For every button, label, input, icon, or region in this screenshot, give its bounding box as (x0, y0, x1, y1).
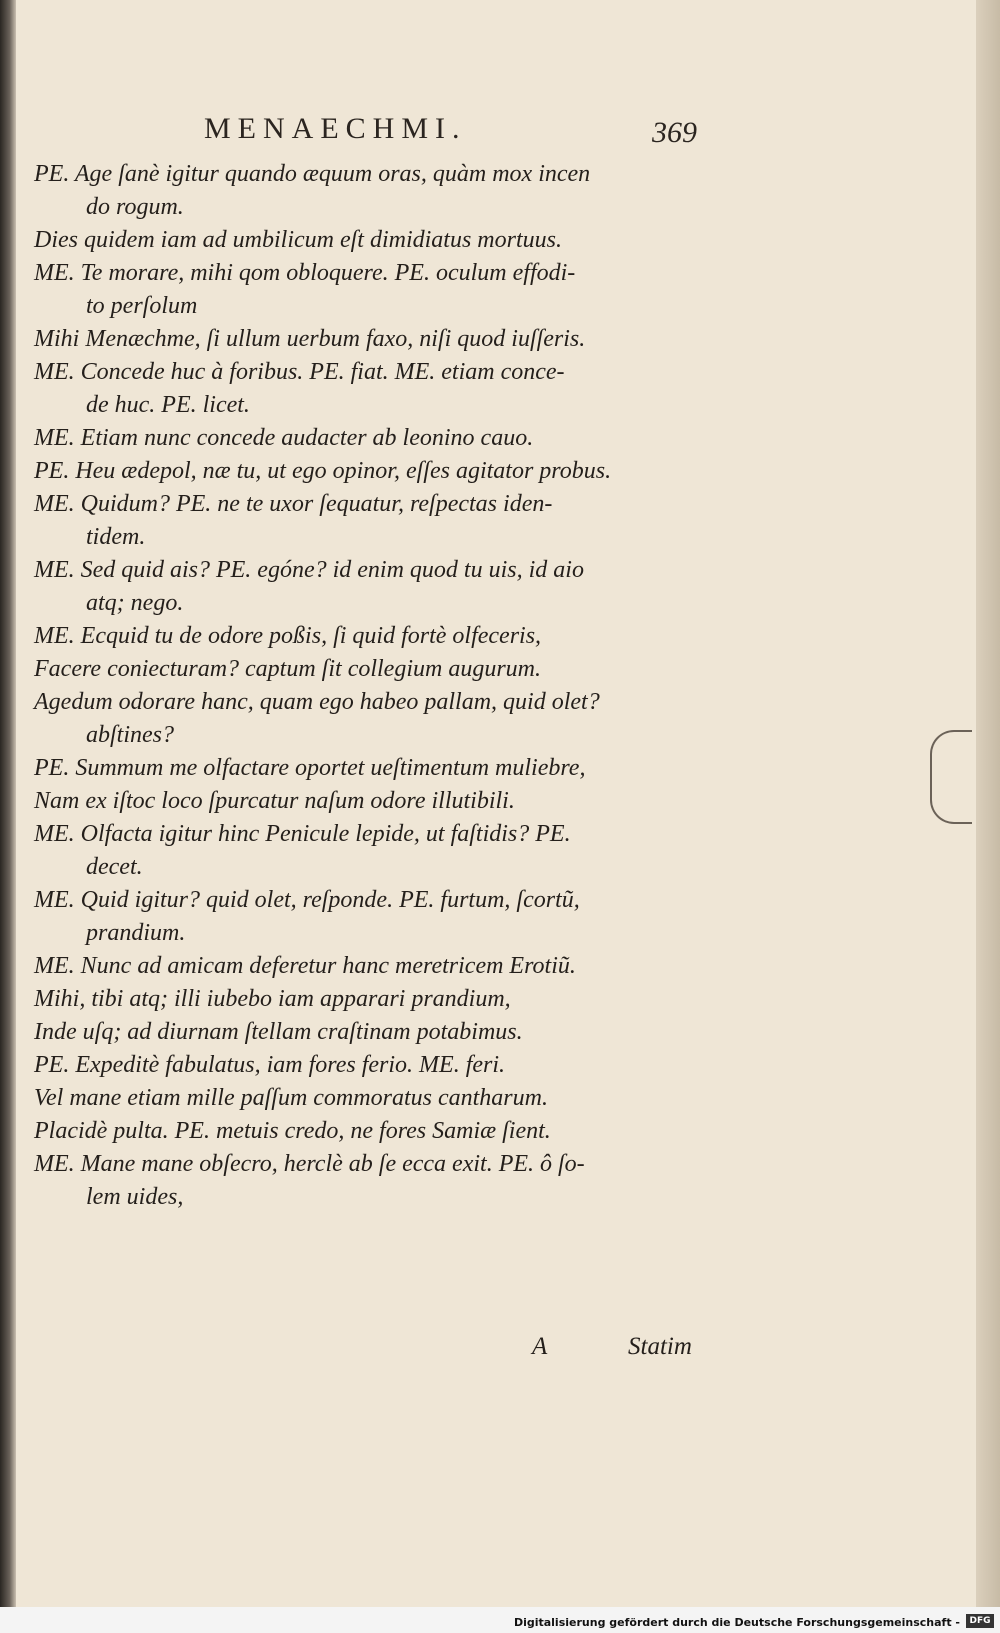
text-line: tidem. (86, 524, 146, 550)
text-line: decet. (86, 854, 143, 880)
footer-bar (0, 1607, 1000, 1633)
text-line: ME. Ecquid tu de odore poßis, ſi quid fortè olfeceris, (34, 623, 542, 649)
book-page (16, 0, 976, 1607)
signature-mark: A (532, 1333, 548, 1360)
text-line: prandium. (86, 920, 186, 946)
text-line: abſtines? (86, 722, 174, 748)
text-line: PE. Age ſanè igitur quando æquum oras, quàm mox incen (34, 161, 591, 187)
text-line: PE. Heu ædepol, næ tu, ut ego opinor, eſſes agitator probus. (34, 458, 612, 484)
text-line: Vel mane etiam mille paſſum commoratus cantharum. (34, 1085, 548, 1111)
text-line: Placidè pulta. PE. metuis credo, ne fores Samiæ ſient. (34, 1118, 551, 1144)
digitization-credit: Digitalisierung gefördert durch die Deutsche Forschungsgemeinschaft - (513, 1616, 960, 1629)
catchline (16, 1333, 976, 1367)
text-line: PE. Summum me olfactare oportet ueſtimentum muliebre, (34, 755, 586, 781)
text-line: ME. Olfacta igitur hinc Penicule lepide, ut faſtidis? PE. (34, 821, 571, 847)
text-line: lem uides, (86, 1184, 184, 1210)
text-line: Mihi, tibi atq; illi iubebo iam apparari prandium, (34, 986, 511, 1012)
page-number: 369 (652, 116, 697, 149)
text-line: ME. Nunc ad amicam deferetur hanc meretricem Erotiũ. (34, 953, 576, 979)
catchword: Statim (628, 1333, 692, 1360)
text-line: Agedum odorare hanc, quam ego habeo pallam, quid olet? (34, 689, 600, 715)
text-line: ME. Quid igitur? quid olet, reſponde. PE. furtum, ſcortũ, (34, 887, 580, 913)
text-line: ME. Mane mane obſecro, herclè ab ſe ecca exit. PE. ô ſo- (34, 1151, 585, 1177)
text-line: Nam ex iſtoc loco ſpurcatur naſum odore illutibili. (34, 788, 515, 814)
text-line: to perſolum (86, 293, 198, 319)
book-binding-edge (0, 0, 16, 1633)
play-text (34, 158, 724, 1214)
text-line: Dies quidem iam ad umbilicum eſt dimidiatus mortuus. (34, 227, 562, 253)
text-line: do rogum. (86, 194, 184, 220)
text-line: Inde uſq; ad diurnam ſtellam craſtinam potabimus. (34, 1019, 523, 1045)
text-line: atq; nego. (86, 590, 184, 616)
text-line: ME. Quidum? PE. ne te uxor ſequatur, reſpectas iden- (34, 491, 553, 517)
page-clip (930, 730, 972, 824)
text-line: de huc. PE. licet. (86, 392, 250, 418)
running-head: MENAECHMI. (204, 112, 467, 145)
text-line: Mihi Menæchme, ſi ullum uerbum faxo, niſi quod iuſſeris. (34, 326, 586, 352)
text-line: ME. Etiam nunc concede audacter ab leonino cauo. (34, 425, 534, 451)
text-line: ME. Te morare, mihi qom obloquere. PE. oculum effodi- (34, 260, 576, 286)
text-line: Facere coniecturam? captum ſit collegium augurum. (34, 656, 541, 682)
text-line: ME. Concede huc à foribus. PE. fiat. ME. etiam conce- (34, 359, 565, 385)
text-line: ME. Sed quid ais? PE. egóne? id enim quod tu uis, id aio (34, 557, 584, 583)
dfg-logo: DFG (966, 1614, 994, 1628)
text-line: PE. Expeditè fabulatus, iam fores ferio. ME. feri. (34, 1052, 506, 1078)
page-header (16, 112, 976, 152)
